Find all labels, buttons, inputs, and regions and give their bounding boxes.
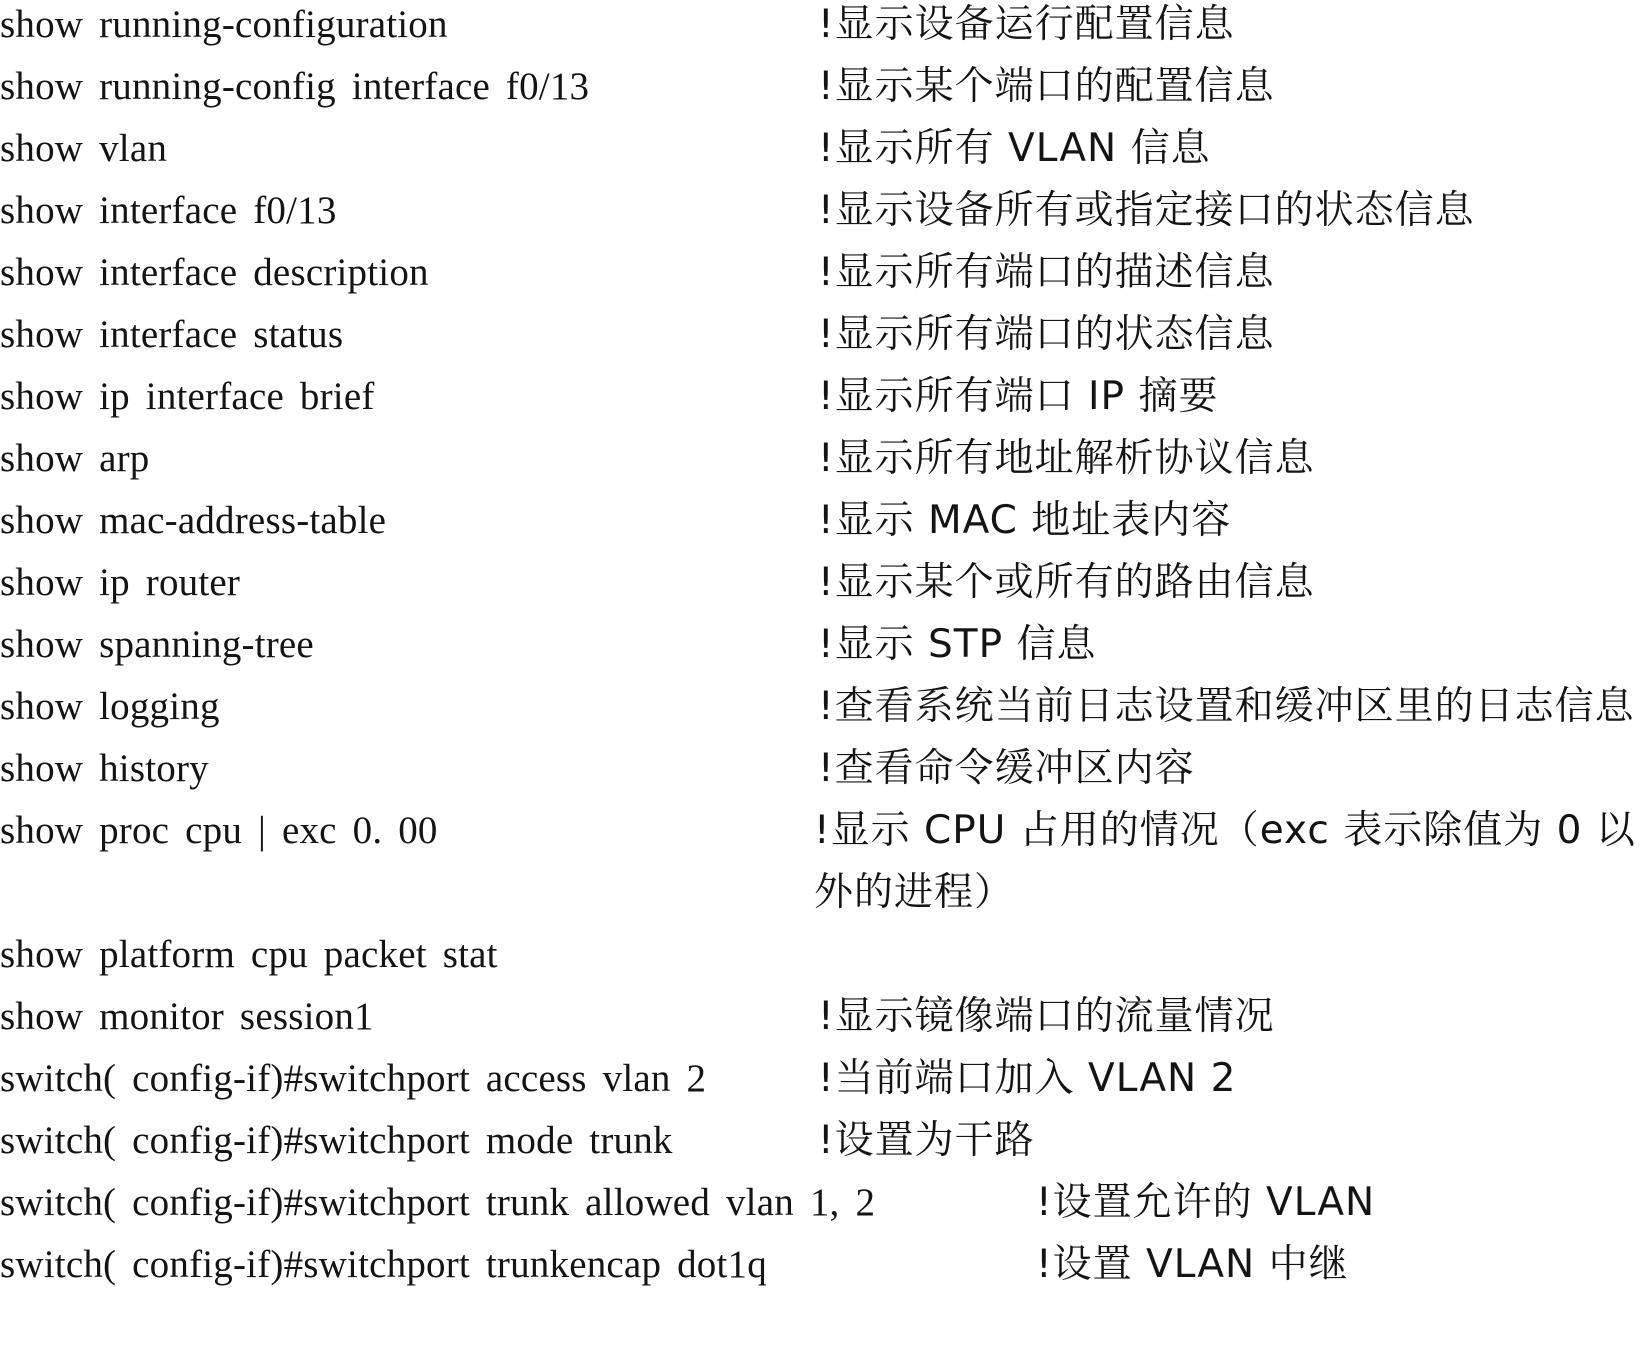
command-description: !显示镜像端口的流量情况 xyxy=(818,994,1275,1039)
command-row xyxy=(0,744,1652,808)
command-text: show running-configuration xyxy=(0,3,448,46)
command-description: !显示某个端口的配置信息 xyxy=(818,64,1275,109)
command-description: !显示 MAC 地址表内容 xyxy=(818,498,1232,543)
command-text: show interface status xyxy=(0,313,344,356)
command-text: show interface f0/13 xyxy=(0,189,337,232)
command-description: !显示 STP 信息 xyxy=(818,622,1097,667)
command-text: show proc cpu | exc 0. 00 xyxy=(0,809,438,852)
command-text: show mac-address-table xyxy=(0,499,387,542)
command-text: switch( config-if)#switchport trunkencap dot1q xyxy=(0,1243,767,1286)
command-row xyxy=(0,496,1652,560)
command-description: !显示某个或所有的路由信息 xyxy=(818,560,1315,605)
command-text: show monitor session1 xyxy=(0,995,374,1038)
command-description: !当前端口加入 VLAN 2 xyxy=(818,1056,1237,1101)
command-row xyxy=(0,620,1652,684)
command-text: switch( config-if)#switchport mode trunk xyxy=(0,1119,673,1162)
command-row xyxy=(0,310,1652,374)
command-text: switch( config-if)#switchport access vlan 2 xyxy=(0,1057,707,1100)
command-row xyxy=(0,0,1652,64)
command-description: !显示所有地址解析协议信息 xyxy=(818,436,1315,481)
command-row xyxy=(0,1240,1652,1304)
command-description: !显示所有端口 IP 摘要 xyxy=(818,374,1219,419)
command-description: !显示 CPU 占用的情况（exc 表示除值为 0 以外的进程） xyxy=(814,808,1636,915)
command-text: show interface description xyxy=(0,251,429,294)
command-text: show running-config interface f0/13 xyxy=(0,65,590,108)
command-text: switch( config-if)#switchport trunk allowed vlan 1, 2 xyxy=(0,1181,876,1224)
command-row xyxy=(0,992,1652,1056)
command-description: !查看命令缓冲区内容 xyxy=(818,746,1195,791)
command-row xyxy=(0,372,1652,436)
command-row xyxy=(0,1178,1652,1242)
command-row xyxy=(0,558,1652,622)
command-row xyxy=(0,434,1652,498)
command-row xyxy=(0,806,1652,934)
command-description: !显示所有 VLAN 信息 xyxy=(818,126,1211,171)
command-text: show spanning-tree xyxy=(0,623,314,666)
command-description: !设置允许的 VLAN xyxy=(1036,1180,1376,1225)
command-description: !显示所有端口的描述信息 xyxy=(818,250,1275,295)
command-description: !查看系统当前日志设置和缓冲区里的日志信息 xyxy=(818,684,1635,729)
command-row xyxy=(0,1054,1652,1118)
command-text: show arp xyxy=(0,437,150,480)
command-row xyxy=(0,248,1652,312)
command-text: show vlan xyxy=(0,127,168,170)
command-text: show ip router xyxy=(0,561,241,604)
command-row xyxy=(0,1116,1652,1180)
command-description: !显示设备运行配置信息 xyxy=(818,2,1235,47)
command-row xyxy=(0,682,1652,746)
command-row xyxy=(0,124,1652,188)
command-text: show platform cpu packet stat xyxy=(0,933,498,976)
command-row xyxy=(0,62,1652,126)
command-description: !显示所有端口的状态信息 xyxy=(818,312,1275,357)
command-description: !设置为干路 xyxy=(818,1118,1035,1163)
command-row xyxy=(0,186,1652,250)
command-description: !显示设备所有或指定接口的状态信息 xyxy=(818,188,1475,233)
command-description: !设置 VLAN 中继 xyxy=(1036,1242,1349,1287)
command-text: show history xyxy=(0,747,209,790)
command-text: show ip interface brief xyxy=(0,375,375,418)
command-row xyxy=(0,930,1652,994)
command-text: show logging xyxy=(0,685,220,728)
